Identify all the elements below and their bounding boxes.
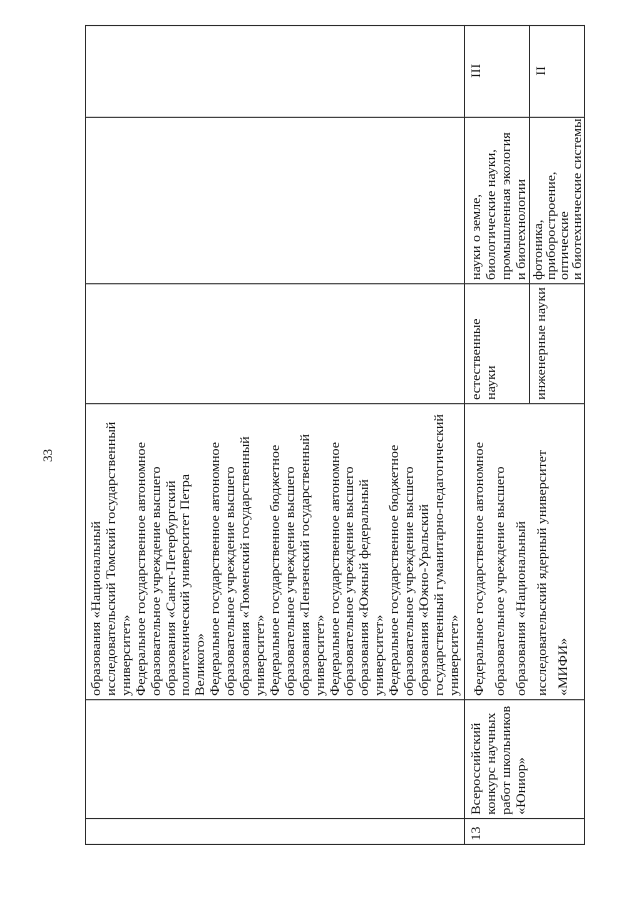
organizers-cell	[465, 403, 585, 699]
text-line: Федеральное государственное автономное	[132, 442, 148, 696]
text-line: науки о земле,	[468, 194, 483, 280]
text-line: политехнический университет Петра	[177, 473, 193, 696]
text-line: Федеральное государственное автономное	[471, 442, 486, 696]
text-line: приборостроение,	[543, 171, 558, 280]
text-line: университет»	[445, 614, 461, 696]
text-line: промышленная экология	[498, 132, 513, 280]
text-line: университет»	[371, 614, 387, 696]
row-number: 13	[468, 826, 483, 841]
level-value: III	[468, 63, 483, 78]
text-line: исследовательский ядерный университет	[534, 450, 549, 696]
level-value: II	[533, 66, 548, 76]
text-line: работ школьников	[498, 705, 513, 815]
organizers-cell	[85, 403, 465, 699]
text-line: образования «Национальный	[88, 521, 103, 696]
text-line: образовательное учреждение высшего	[341, 466, 357, 696]
text-line: фотоника,	[530, 219, 545, 280]
text-line: исследовательский Томский государственный	[102, 421, 118, 696]
level-cell	[530, 25, 585, 117]
text-line: Федеральное государственное бюджетное	[386, 444, 402, 696]
text-line: образования «Южно-Уральский	[415, 504, 431, 696]
text-line: государственный гуманитарно-педагогический	[430, 414, 446, 696]
text-line: образования «Пензенский государственный	[296, 433, 312, 696]
profile-cell	[530, 117, 585, 283]
level-cell	[85, 25, 465, 117]
text-line: науки	[483, 365, 498, 400]
level-cell	[465, 25, 530, 117]
text-line: инженерные науки	[533, 287, 548, 400]
number-cell	[85, 818, 465, 845]
science-field-cell	[85, 283, 465, 403]
text-line: Федеральное государственное автономное	[207, 442, 223, 696]
text-line: конкурс научных	[483, 712, 498, 815]
competition-name-cell	[85, 699, 465, 818]
text-line: естественные	[468, 318, 483, 400]
profile-cell	[465, 117, 530, 283]
text-line: университет»	[117, 614, 133, 696]
text-line: образования «Тюменский государственный	[237, 436, 253, 696]
text-line: Федеральное государственное бюджетное	[266, 444, 282, 696]
text-line: образовательное учреждение высшего	[147, 466, 163, 696]
profile-cell	[85, 117, 465, 283]
text-line: образовательное учреждение высшего	[222, 466, 238, 696]
text-line: образования «Южный федеральный	[356, 479, 372, 696]
text-line: образовательное учреждение высшего	[281, 466, 297, 696]
text-line: образования «Национальный	[513, 521, 528, 696]
text-line: Великого»	[192, 633, 208, 696]
text-line: «МИФИ»	[555, 637, 570, 696]
text-line: и биотехнологии	[513, 179, 528, 280]
text-line: Всероссийский	[468, 722, 483, 815]
science-field-cell	[530, 283, 585, 403]
number-cell	[465, 818, 585, 845]
text-line: образования «Санкт-Петербургский	[162, 480, 178, 696]
competition-name-cell	[465, 699, 585, 818]
text-line: биологические науки,	[483, 149, 498, 280]
text-line: «Юниор»	[513, 757, 528, 815]
text-line: образовательное учреждение высшего	[401, 466, 417, 696]
text-line: Федеральное государственное автономное	[326, 442, 342, 696]
text-line: образовательное учреждение высшего	[492, 466, 507, 696]
text-line: университет»	[251, 614, 267, 696]
text-line: и биотехнические системы	[569, 118, 584, 280]
page-number: 33	[40, 449, 55, 462]
text-line: университет»	[311, 614, 327, 696]
competition-table	[85, 25, 585, 845]
text-line: оптические	[556, 211, 571, 280]
science-field-cell	[465, 283, 530, 403]
